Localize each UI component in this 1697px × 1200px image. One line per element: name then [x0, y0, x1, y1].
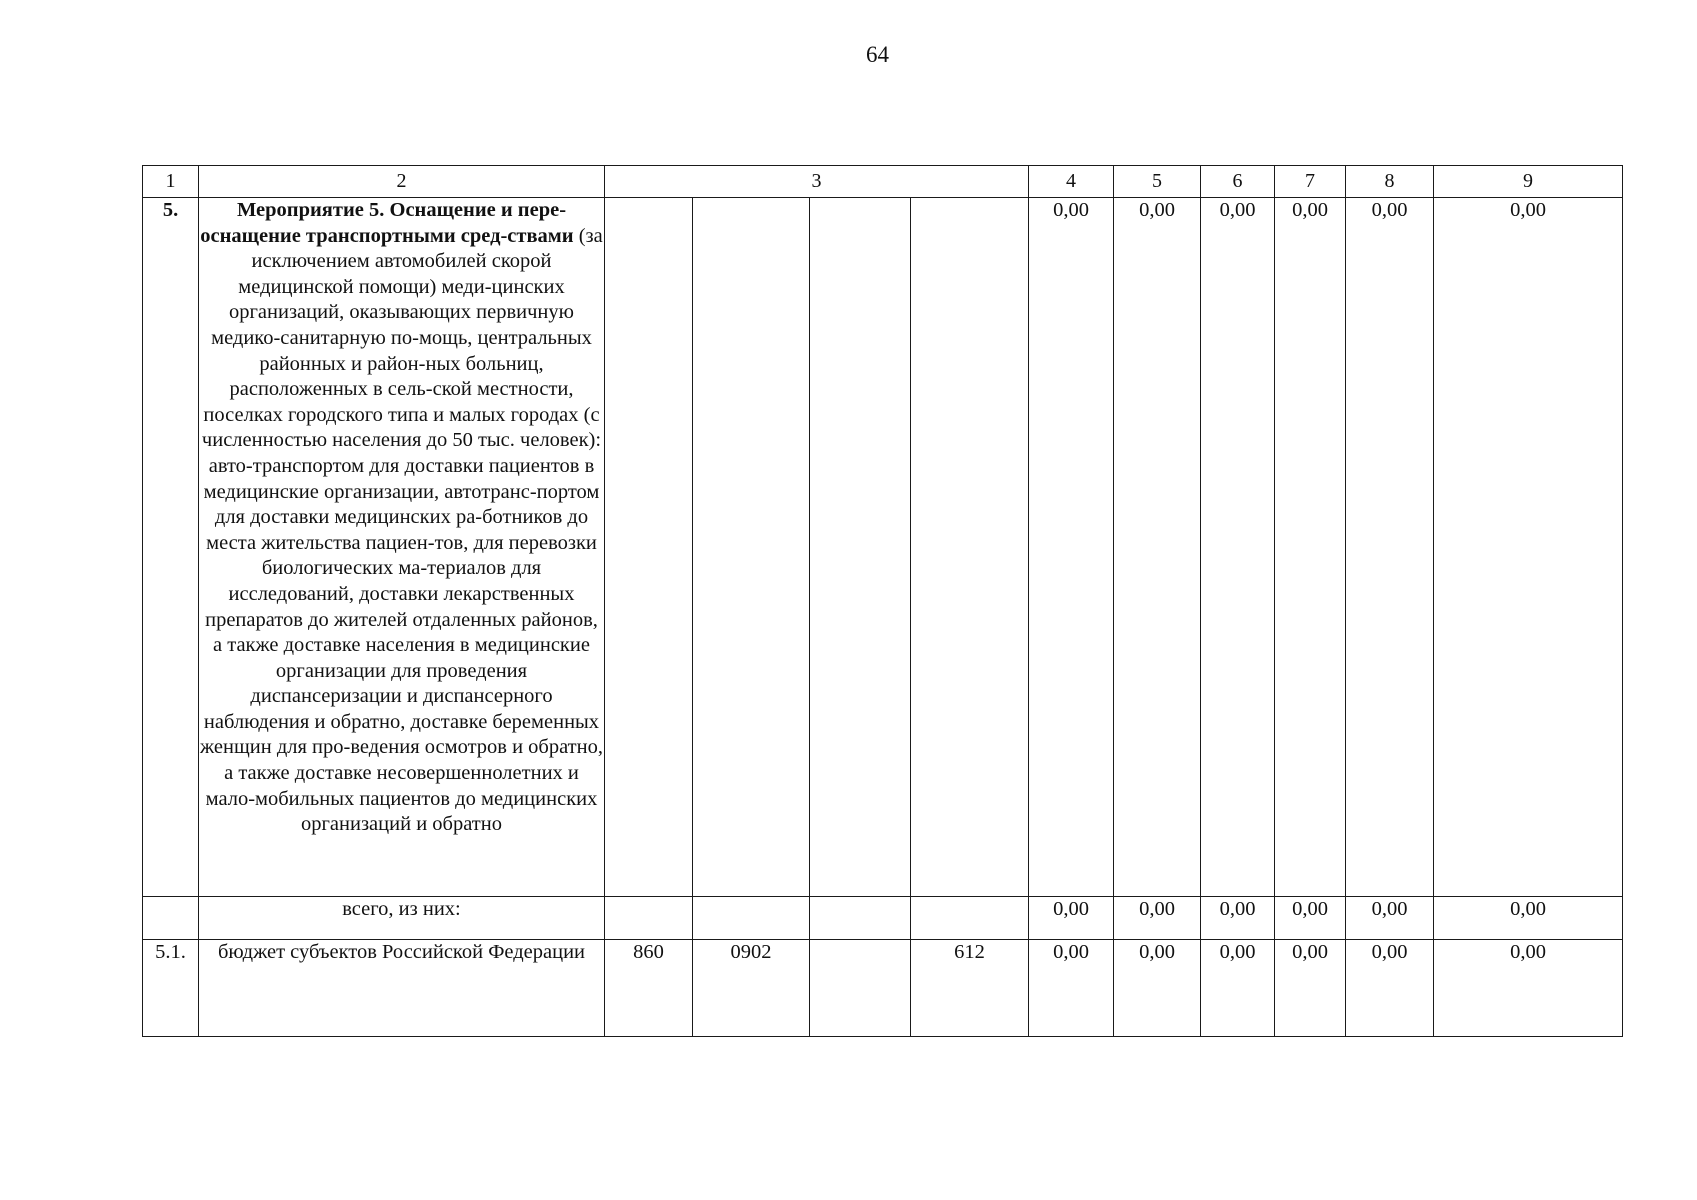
code-cell — [911, 897, 1029, 940]
header-cell: 3 — [605, 166, 1029, 198]
code-cell — [605, 897, 693, 940]
value-cell: 0,00 — [1434, 198, 1623, 897]
code-cell — [693, 897, 810, 940]
value-cell: 0,00 — [1029, 198, 1114, 897]
header-cell: 8 — [1346, 166, 1434, 198]
value-cell: 0,00 — [1346, 940, 1434, 1037]
header-cell: 6 — [1201, 166, 1275, 198]
table-row — [143, 897, 1623, 940]
value-cell: 0,00 — [1114, 897, 1201, 940]
code-cell — [810, 940, 911, 1037]
code-cell: 860 — [605, 940, 693, 1037]
code-cell — [911, 198, 1029, 897]
code-cell — [810, 897, 911, 940]
measure-details: (за исключением автомобилей скорой медицинской помощи) меди-цинских организаций, оказывающих первичную медико-санитарную по-мощь, центральных районных и район-ных больниц, расположенных в сель-ской местности, поселках городского типа и малых городах (с численностью населения до 50 тыс. человек): авто-транспортом для доставки пациентов в медицинские организации, автотранс-портом для доставки медицинских ра-ботников до места жительства пациен-тов, для перевозки биологических ма-териалов для исследований, доставки лекарственных препаратов до жителей отдаленных районов, а также доставке населения в медицинские организации для проведения диспансеризации и диспансерного наблюдения и обратно, доставке беременных женщин для про-ведения осмотров и обратно, а также доставке несовершеннолетних и мало-мобильных пациентов до медицинских организаций и обратно — [200, 224, 603, 836]
value-cell: 0,00 — [1029, 897, 1114, 940]
code-cell: 0902 — [693, 940, 810, 1037]
total-label: всего, из них: — [199, 897, 605, 940]
value-cell: 0,00 — [1114, 940, 1201, 1037]
value-cell: 0,00 — [1346, 897, 1434, 940]
page-number: 64 — [866, 42, 889, 67]
value-cell: 0,00 — [1275, 940, 1346, 1037]
measure-title: Мероприятие 5. Оснащение и пере-оснащение транспортными сред-ствами — [200, 199, 574, 247]
row-number: 5. — [143, 198, 199, 897]
value-cell: 0,00 — [1275, 897, 1346, 940]
value-cell: 0,00 — [1029, 940, 1114, 1037]
row-number — [143, 897, 199, 940]
value-cell: 0,00 — [1346, 198, 1434, 897]
code-cell — [810, 198, 911, 897]
code-cell — [605, 198, 693, 897]
table-row — [143, 940, 1623, 1037]
row-number: 5.1. — [143, 940, 199, 1037]
header-cell: 2 — [199, 166, 605, 198]
budget-source-label: бюджет субъектов Российской Федерации — [199, 940, 605, 1037]
value-cell: 0,00 — [1201, 940, 1275, 1037]
header-cell: 7 — [1275, 166, 1346, 198]
value-cell: 0,00 — [1434, 940, 1623, 1037]
header-cell: 1 — [143, 166, 199, 198]
measure-description — [199, 198, 605, 897]
code-cell: 612 — [911, 940, 1029, 1037]
table-row — [143, 198, 1623, 897]
code-cell — [693, 198, 810, 897]
budget-table — [142, 165, 1623, 1037]
value-cell: 0,00 — [1201, 198, 1275, 897]
header-cell: 5 — [1114, 166, 1201, 198]
header-row — [143, 166, 1623, 198]
value-cell: 0,00 — [1201, 897, 1275, 940]
header-cell: 9 — [1434, 166, 1623, 198]
value-cell: 0,00 — [1114, 198, 1201, 897]
value-cell: 0,00 — [1275, 198, 1346, 897]
header-cell: 4 — [1029, 166, 1114, 198]
value-cell: 0,00 — [1434, 897, 1623, 940]
